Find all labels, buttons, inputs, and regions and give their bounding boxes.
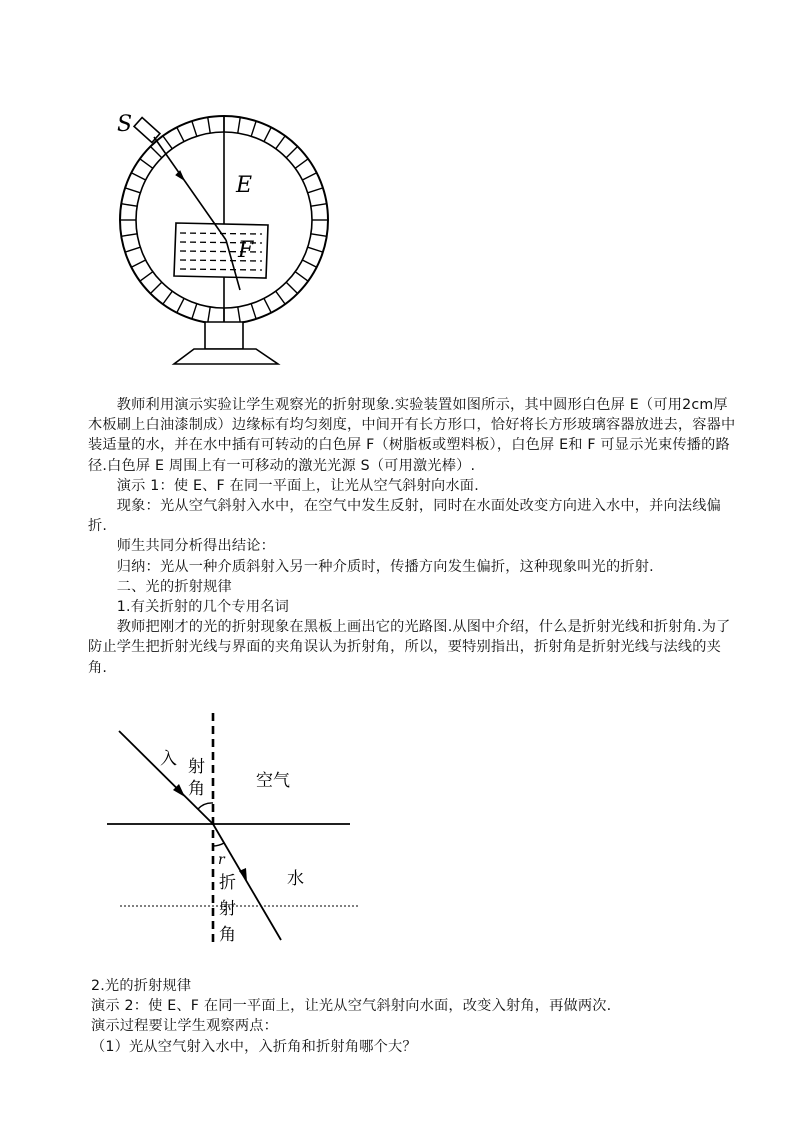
ring-tick — [121, 204, 137, 207]
ring-tick — [238, 117, 241, 133]
ring-tick — [286, 282, 297, 293]
ring-tick — [140, 272, 153, 281]
water-label: 水 — [287, 869, 304, 889]
stand-neck — [205, 322, 243, 349]
refract-r-label: r — [218, 852, 225, 868]
paragraph-apparatus: 教师利用演示实验让学生观察光的折射现象.实验装置如图所示，其中圆形白色屏 E（可用2cm厚木板刷上白油漆制成）边缘标有均匀刻度，中间开有长方形口，恰好将长方形玻璃容器放进去，容器中装适量的水，并在水中插有可转动的白色屏 F（树脂板或塑料板），白色屏 E和 F 可显示光束传播的路径.白色屏 E 周围上有一可移动的激光光源 S（可用激光棒）. — [88, 397, 736, 474]
incident-angle-arc — [198, 803, 213, 809]
apparatus-figure — [105, 100, 355, 375]
subsection-heading-2: 2.光的折射规律 — [91, 978, 192, 994]
refraction-diagram — [100, 705, 370, 955]
ring-tick — [251, 121, 256, 136]
paragraph-light-path: 教师把刚才的光的折射现象在黑板上画出它的光路图.从图中介绍，什么是折射光线和折射角.为了防止学生把折射光线与界面的夹角误认为折射角，所以，要特别指出，折射角是折射光线与法线的夹角. — [88, 619, 731, 676]
ring-tick — [177, 127, 184, 141]
incident-ray — [119, 731, 213, 824]
ring-tick — [125, 247, 140, 252]
body-text-2 — [91, 976, 741, 1057]
body-text-1 — [88, 395, 738, 678]
ring-tick — [131, 260, 145, 267]
paragraph-demo-1: 演示 1：使 E、F 在同一平面上，让光从空气斜射向水面. — [116, 477, 479, 494]
ring-tick — [125, 188, 140, 193]
air-label: 空气 — [256, 771, 290, 791]
paragraph-observe: 演示过程要让学生观察两点： — [91, 1018, 279, 1035]
ring-tick — [276, 291, 285, 304]
ring-tick — [276, 136, 285, 149]
ring-tick — [192, 304, 197, 319]
stand-base — [174, 349, 278, 364]
ring-tick — [131, 173, 145, 180]
section-heading: 二、光的折射规律 — [116, 578, 232, 595]
ring-tick — [302, 173, 316, 180]
ring-tick — [238, 307, 241, 323]
incident-label-1: 入 — [160, 749, 177, 769]
incident-label-3: 角 — [188, 779, 205, 799]
refract-label-2: 射 — [219, 899, 236, 919]
paragraph-demo-2: 演示 2：使 E、F 在同一平面上，让光从空气斜射向水面，改变入射角，再做两次. — [91, 998, 612, 1015]
incident-arrow — [176, 171, 184, 180]
ring-tick — [150, 146, 161, 157]
subsection-heading: 1.有关折射的几个专用名词 — [116, 599, 289, 616]
ring-tick — [163, 291, 172, 304]
paragraph-conclusion: 师生共同分析得出结论： — [116, 538, 276, 555]
ring-tick — [308, 247, 323, 252]
ring-tick — [264, 127, 271, 141]
ring-tick — [311, 204, 327, 207]
ring-tick — [140, 159, 153, 168]
ring-tick — [177, 298, 184, 312]
paragraph-summary: 归纳：光从一种介质斜射入另一种介质时，传播方向发生偏折，这种现象叫光的折射. — [116, 558, 654, 575]
ring-tick — [251, 304, 256, 319]
refract-label-1: 折 — [219, 873, 236, 893]
ring-tick — [121, 234, 137, 237]
label-e: E — [236, 173, 253, 198]
ring-tick — [295, 272, 308, 281]
label-f: F — [238, 238, 254, 263]
ring-tick — [163, 136, 172, 149]
ring-tick — [311, 234, 327, 237]
refract-label-3: 角 — [219, 925, 236, 945]
ring-tick — [208, 117, 211, 133]
ring-tick — [286, 146, 297, 157]
ring-tick — [192, 121, 197, 136]
paragraph-question-1: （1）光从空气射入水中，入折角和折射角哪个大？ — [91, 1038, 417, 1055]
ring-tick — [264, 298, 271, 312]
ring-tick — [208, 307, 211, 323]
refraction-angle-arc — [213, 843, 224, 846]
ring-tick — [295, 159, 308, 168]
ring-tick — [150, 282, 161, 293]
ring-tick — [308, 188, 323, 193]
incident-label-2: 射 — [188, 757, 205, 777]
ring-tick — [302, 260, 316, 267]
label-s: S — [117, 112, 133, 137]
paragraph-phenomenon: 现象：光从空气斜射入水中，在空气中发生反射，同时在水面处改变方向进入水中，并向法线偏折. — [88, 498, 722, 535]
